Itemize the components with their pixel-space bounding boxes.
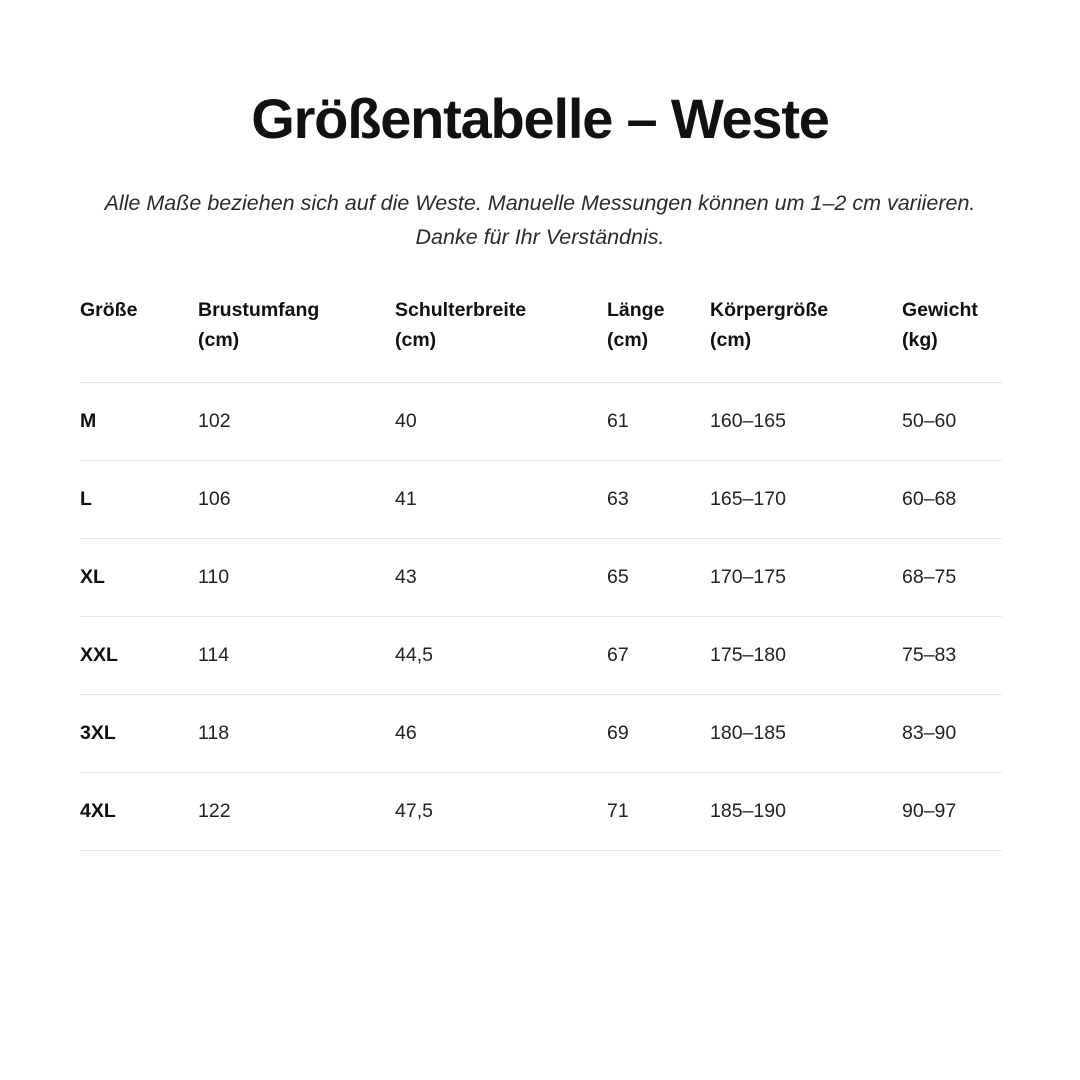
cell-shoulder: 44,5 (395, 616, 607, 694)
cell-shoulder: 47,5 (395, 772, 607, 850)
size-table-container (80, 295, 1000, 850)
column-header-label: Länge (607, 299, 665, 322)
table-row (80, 460, 1002, 538)
cell-body-height: 175–180 (710, 616, 902, 694)
cell-shoulder: 46 (395, 694, 607, 772)
cell-length: 63 (607, 460, 710, 538)
cell-chest: 122 (198, 772, 395, 850)
table-row (80, 382, 1002, 460)
table-body (80, 382, 1002, 850)
column-header-unit: (cm) (710, 329, 752, 352)
cell-size: M (80, 382, 198, 460)
table-row (80, 772, 1002, 850)
cell-chest: 118 (198, 694, 395, 772)
column-header-unit: (cm) (607, 329, 649, 352)
column-header-length (607, 295, 710, 382)
cell-weight: 83–90 (902, 694, 1002, 772)
cell-size: XXL (80, 616, 198, 694)
cell-length: 65 (607, 538, 710, 616)
cell-body-height: 165–170 (710, 460, 902, 538)
column-header-unit: (cm) (198, 329, 240, 352)
cell-shoulder: 40 (395, 382, 607, 460)
cell-size: XL (80, 538, 198, 616)
cell-weight: 50–60 (902, 382, 1002, 460)
cell-body-height: 160–165 (710, 382, 902, 460)
cell-weight: 90–97 (902, 772, 1002, 850)
cell-weight: 68–75 (902, 538, 1002, 616)
page-title: Größentabelle – Weste (251, 87, 829, 150)
cell-size: 4XL (80, 772, 198, 850)
column-header-label: Größe (80, 299, 138, 322)
table-header-row (80, 295, 1002, 382)
cell-size: 3XL (80, 694, 198, 772)
cell-chest: 114 (198, 616, 395, 694)
table-header (80, 295, 1002, 382)
column-header-weight (902, 295, 1002, 382)
size-table (80, 295, 1002, 850)
cell-weight: 75–83 (902, 616, 1002, 694)
cell-weight: 60–68 (902, 460, 1002, 538)
cell-chest: 110 (198, 538, 395, 616)
cell-body-height: 185–190 (710, 772, 902, 850)
cell-size: L (80, 460, 198, 538)
cell-body-height: 170–175 (710, 538, 902, 616)
table-row (80, 538, 1002, 616)
column-header-label: Gewicht (902, 299, 978, 322)
column-header-size (80, 295, 198, 382)
cell-length: 67 (607, 616, 710, 694)
cell-length: 69 (607, 694, 710, 772)
cell-chest: 102 (198, 382, 395, 460)
cell-chest: 106 (198, 460, 395, 538)
column-header-label: Brustumfang (198, 299, 320, 322)
cell-shoulder: 41 (395, 460, 607, 538)
cell-length: 71 (607, 772, 710, 850)
table-row (80, 694, 1002, 772)
cell-length: 61 (607, 382, 710, 460)
cell-body-height: 180–185 (710, 694, 902, 772)
page-subtitle: Alle Maße beziehen sich auf die Weste. Manuelle Messungen können um 1–2 cm variieren. Danke für Ihr Verständnis. (104, 190, 976, 250)
column-header-shoulder (395, 295, 607, 382)
column-header-label: Körpergröße (710, 299, 829, 322)
column-header-chest (198, 295, 395, 382)
column-header-body-height (710, 295, 902, 382)
table-row (80, 616, 1002, 694)
column-header-unit: (cm) (395, 329, 437, 352)
column-header-unit: (kg) (902, 329, 938, 352)
column-header-label: Schulterbreite (395, 299, 527, 322)
cell-shoulder: 43 (395, 538, 607, 616)
